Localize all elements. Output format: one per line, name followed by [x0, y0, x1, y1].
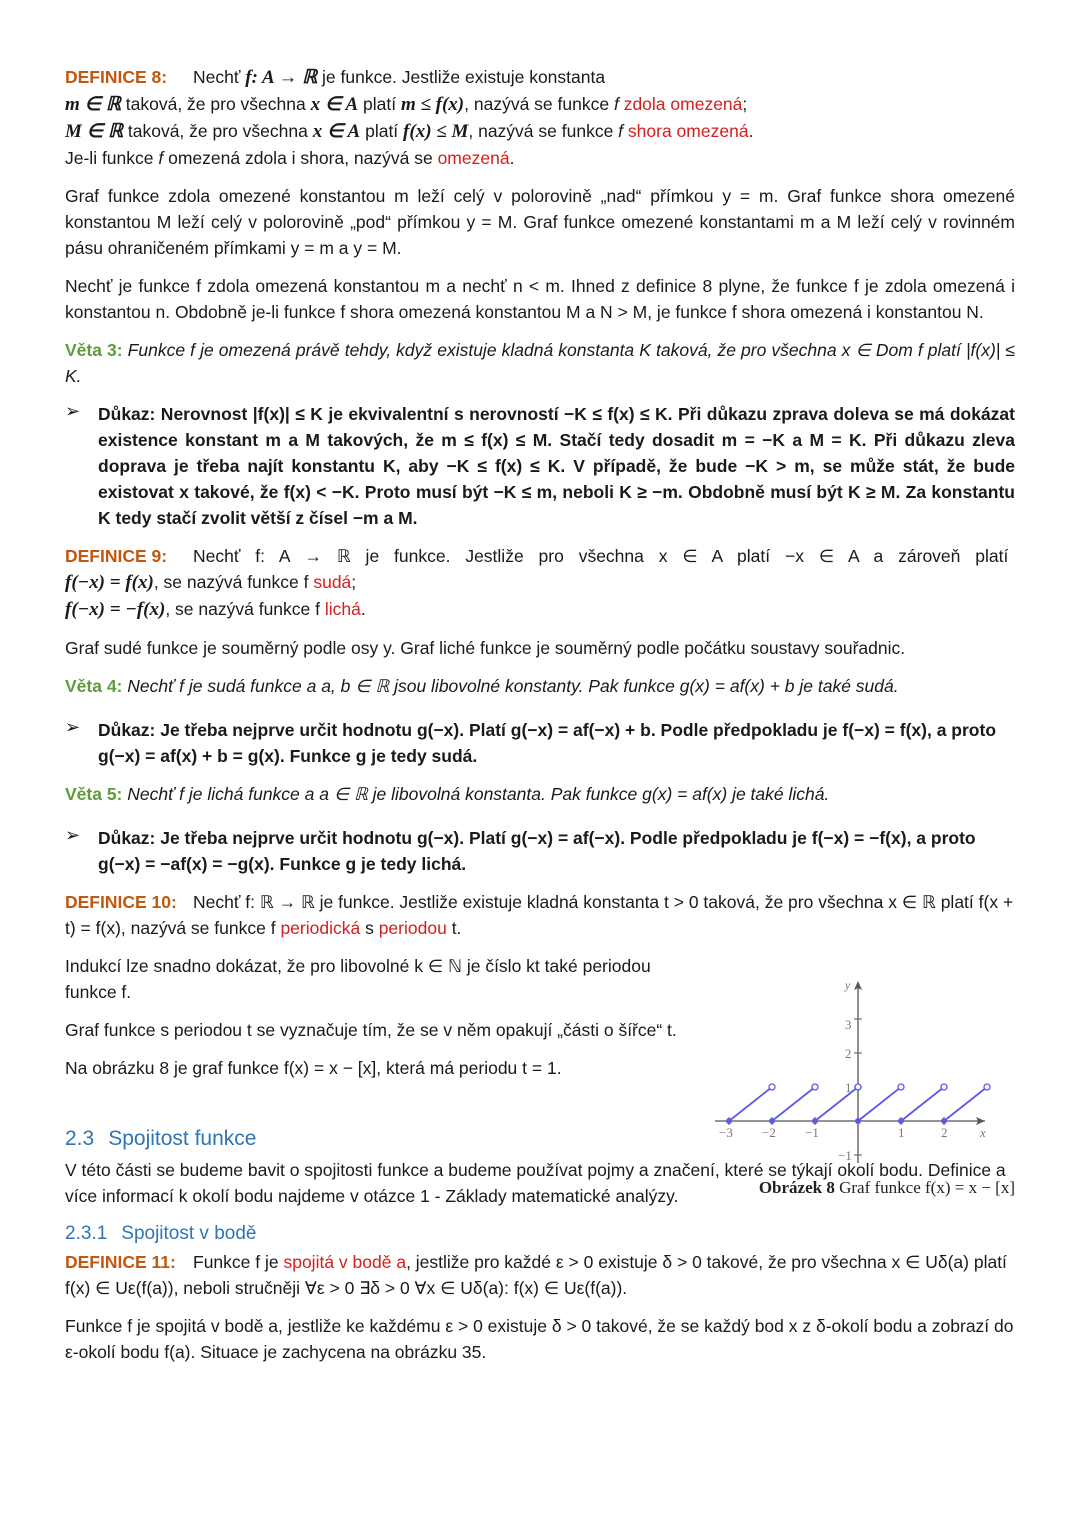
x-tick-label: 1 — [898, 1125, 905, 1140]
text: taková, že pro všechna — [120, 94, 311, 114]
closed-endpoint — [855, 1118, 861, 1124]
theorem-3-label: Věta 3: — [65, 340, 123, 360]
theorem-4 — [65, 673, 1015, 699]
graph-segment — [729, 1087, 772, 1121]
text: . — [360, 599, 366, 619]
closed-endpoint — [898, 1118, 904, 1124]
text: . — [509, 148, 515, 168]
y-tick-label: 1 — [845, 1080, 852, 1095]
x-tick-label: 2 — [941, 1125, 948, 1140]
text: , nazývá se funkce — [468, 121, 619, 141]
def8-math: f: A → ℝ — [245, 67, 318, 88]
figure-8-caption — [700, 1178, 1015, 1198]
math: x ∈ A — [310, 94, 359, 115]
text: f — [618, 121, 624, 141]
proof-5-text: Důkaz: Je třeba nejprve určit hodnotu g(−x). Platí g(−x) = af(−x). Podle předpokladu je f(−x) = −f(x), a proto g(−x) = −af(x) = −g(x). Funkce g je tedy lichá. — [98, 828, 976, 874]
theorem-4-text: Nechť f je sudá funkce a a, b ∈ ℝ jsou libovolné konstanty. Pak funkce g(x) = af(x) + b je také sudá. — [122, 676, 899, 696]
open-endpoint — [812, 1084, 818, 1090]
text: , se nazývá funkce f — [165, 599, 325, 619]
math: f(x) ≤ M — [403, 121, 469, 142]
graph-segment — [944, 1087, 987, 1121]
paragraph-induction: Indukcí lze snadno dokázat, že pro libovolné k ∈ ℕ je číslo kt také periodou funkce f. — [65, 956, 651, 1002]
proof-3 — [65, 401, 1015, 531]
bullet-arrow-icon: ➢ — [65, 401, 81, 421]
graph-segment — [901, 1087, 944, 1121]
def8-intro-text-2: je funkce. Jestliže existuje konstanta — [317, 67, 606, 87]
closed-endpoint — [812, 1118, 818, 1124]
def8-label: DEFINICE 8: — [65, 67, 168, 87]
theorem-5 — [65, 781, 1015, 807]
text: . — [748, 121, 754, 141]
term-upper-bounded: shora omezená — [627, 121, 749, 141]
definition-9 — [65, 543, 1015, 623]
theorem-4-label: Věta 4: — [65, 676, 123, 696]
term-odd: lichá — [324, 599, 361, 619]
math: f(−x) = f(x) — [65, 572, 154, 593]
section-title: Spojitost funkce — [108, 1127, 257, 1150]
definition-11 — [65, 1249, 1015, 1301]
def8-line-bounded — [65, 145, 1015, 171]
y-tick-label: 3 — [845, 1017, 852, 1032]
def9-intro — [65, 543, 1015, 569]
term-periodic: periodická — [280, 918, 361, 938]
text: ; — [351, 572, 357, 592]
def8-intro — [65, 64, 1015, 91]
theorem-3-text: Funkce f je omezená právě tehdy, když existuje kladná konstanta K taková, že pro všechna x ∈ Dom f platí |f(x)| ≤ K. — [65, 340, 1015, 386]
y-tick-label: 2 — [845, 1046, 852, 1061]
term-continuous-at-point: spojitá v bodě a — [283, 1252, 407, 1272]
def9-line-even — [65, 569, 1015, 596]
subsection-heading — [65, 1221, 1015, 1247]
y-axis-label: y — [845, 978, 851, 992]
def9-intro-text: Nechť f: A → ℝ je funkce. Jestliže pro všechna x ∈ A platí −x ∈ A a zároveň platí — [193, 546, 1009, 566]
figure-8 — [700, 975, 1015, 1205]
math: m ∈ ℝ — [65, 94, 121, 115]
def8-line-lower — [65, 91, 1015, 118]
theorem-3 — [65, 337, 1015, 389]
term-lower-bounded: zdola omezená — [623, 94, 743, 114]
def9-label: DEFINICE 9: — [65, 546, 168, 566]
graph-segment — [772, 1087, 815, 1121]
graph-segment — [815, 1087, 858, 1121]
subsection-number: 2.3.1 — [65, 1223, 108, 1244]
proof-3-text: Důkaz: Nerovnost |f(x)| ≤ K je ekvivalentní s nerovností −K ≤ f(x) ≤ K. Při důkazu zprava doleva se má dokázat existence konstant m a M takových, že m ≤ f(x) ≤ M. Stačí tedy dosadit m = −K a M = K. Při důkazu zleva doprava je třeba najít konstantu K, aby −K ≤ f(x) ≤ K. V případě, že bude −K > m, se může stát, že bude existovat x takové, že f(x) < −K. Proto musí být −K ≤ m, neboli K ≥ −m. Obdobně musí být K ≥ M. Za konstantu K tedy stačí zvolit větší z čísel −m a M. — [98, 404, 1015, 528]
def8-intro-text: Nechť — [193, 67, 246, 87]
math: x ∈ A — [312, 121, 361, 142]
proof-4-text: Důkaz: Je třeba nejprve určit hodnotu g(−x). Platí g(−x) = af(−x) + b. Podle předpokladu je f(−x) = f(x), a proto g(−x) = af(x) + b = g(x). Funkce g je tedy sudá. — [98, 720, 997, 766]
paragraph-symmetry: Graf sudé funkce je souměrný podle osy y. Graf liché funkce je souměrný podle počátku soustavy souřadnic. — [65, 638, 906, 658]
y-tick-label: −1 — [838, 1148, 852, 1163]
text: omezená zdola i shora, nazývá se — [163, 148, 438, 168]
def11-label: DEFINICE 11: — [65, 1252, 176, 1272]
term-even: sudá — [313, 572, 352, 592]
open-endpoint — [941, 1084, 947, 1090]
open-endpoint — [984, 1084, 990, 1090]
proof-4 — [65, 717, 1015, 769]
x-tick-label: −3 — [719, 1125, 733, 1140]
graph-segment — [858, 1087, 901, 1121]
x-axis-label: x — [980, 1125, 986, 1140]
paragraph-period-graph: Graf funkce s periodou t se vyznačuje tím, že se v něm opakují „části o šířce“ t. — [65, 1020, 677, 1040]
section-number: 2.3 — [65, 1127, 95, 1150]
subsection-title: Spojitost v bodě — [121, 1223, 257, 1244]
text: platí — [358, 94, 401, 114]
proof-5 — [65, 825, 1015, 877]
paragraph-constants: Nechť je funkce f zdola omezená konstantou m a nechť n < m. Ihned z definice 8 plyne, že funkce f je zdola omezená i konstantou n. Obdobně je-li funkce f shora omezená konstantou M a N > M, je funkce f shora omezená i konstantou N. — [65, 276, 1015, 322]
paragraph-figure-8: Na obrázku 8 je graf funkce f(x) = x − [x], která má periodu t = 1. — [65, 1058, 562, 1078]
section-intro: V této části se budeme bavit o spojitosti funkce a budeme používat pojmy a značení, které se týkají okolí bodu. Definice a více informací k okolí bodu najdeme v otázce 1 - Základy matematické analýzy. — [65, 1160, 1006, 1206]
text: , se nazývá funkce f — [153, 572, 314, 592]
bullet-arrow-icon: ➢ — [65, 717, 81, 737]
paragraph-graph-bounds: Graf funkce zdola omezené konstantou m leží celý v polorovině „nad“ přímkou y = m. Graf funkce shora omezené konstantou M leží celý v polorovině „pod“ přímkou y = M. Graf funkce omezené konstantami m a M leží celý v rovinném pásu ohraničeném přímkami y = m a y = M. — [65, 186, 1015, 258]
def11-text: Funkce f je — [193, 1252, 284, 1272]
text: f — [613, 94, 619, 114]
open-endpoint — [898, 1084, 904, 1090]
def10-text-2: s — [360, 918, 379, 938]
theorem-5-text: Nechť f je lichá funkce a a ∈ ℝ je libovolná konstanta. Pak funkce g(x) = af(x) je také lichá. — [122, 784, 830, 804]
text: platí — [360, 121, 404, 141]
theorem-5-label: Věta 5: — [65, 784, 123, 804]
open-endpoint — [769, 1084, 775, 1090]
closed-endpoint — [941, 1118, 947, 1124]
x-tick-label: −1 — [805, 1125, 819, 1140]
closed-endpoint — [769, 1118, 775, 1124]
bullet-arrow-icon: ➢ — [65, 825, 81, 845]
def8-line-upper — [65, 118, 1015, 145]
def10-text-3: t. — [446, 918, 462, 938]
text: f — [158, 148, 164, 168]
x-tick-label: −2 — [762, 1125, 776, 1140]
term-bounded: omezená — [437, 148, 510, 168]
def11-text-2: , jestliže pro každé ε > 0 existuje δ > 0 takové, že pro všechna x ∈ Uδ(a) platí f(x) ∈ Uε(f(a)), neboli stručněji ∀ε > 0 ∃δ > 0 ∀x ∈ Uδ(a): f(x) ∈ Uε(f(a)). — [65, 1252, 1007, 1298]
open-endpoint — [855, 1084, 861, 1090]
text: Je-li funkce — [65, 148, 159, 168]
math: f(−x) = −f(x) — [65, 599, 166, 620]
closed-endpoint — [726, 1118, 732, 1124]
caption-text: Graf funkce f(x) = x − [x] — [834, 1178, 1015, 1197]
math: M ∈ ℝ — [65, 121, 123, 142]
term-period: periodou — [378, 918, 447, 938]
math: m ≤ f(x) — [400, 94, 465, 115]
paragraph-continuity: Funkce f je spojitá v bodě a, jestliže ke každému ε > 0 existuje δ > 0 takové, že se každý bod x z δ-okolí bodu a zobrazí do ε-okolí bodu f(a). Situace je zachycena na obrázku 35. — [65, 1316, 1014, 1362]
text: taková, že pro všechna — [123, 121, 313, 141]
text: ; — [742, 94, 748, 114]
def10-label: DEFINICE 10: — [65, 892, 177, 912]
caption-number: Obrázek 8 — [758, 1178, 835, 1197]
definition-10 — [65, 889, 1015, 941]
figure-8-graph — [700, 975, 1015, 1175]
def10-text: Nechť f: ℝ → ℝ je funkce. Jestliže existuje kladná konstanta t > 0 taková, že pro všechna x ∈ ℝ platí f(x + t) = f(x), nazývá se funkce f — [65, 892, 1014, 938]
definition-8 — [65, 64, 1015, 171]
def9-line-odd — [65, 596, 1015, 623]
text: , nazývá se funkce — [464, 94, 614, 114]
